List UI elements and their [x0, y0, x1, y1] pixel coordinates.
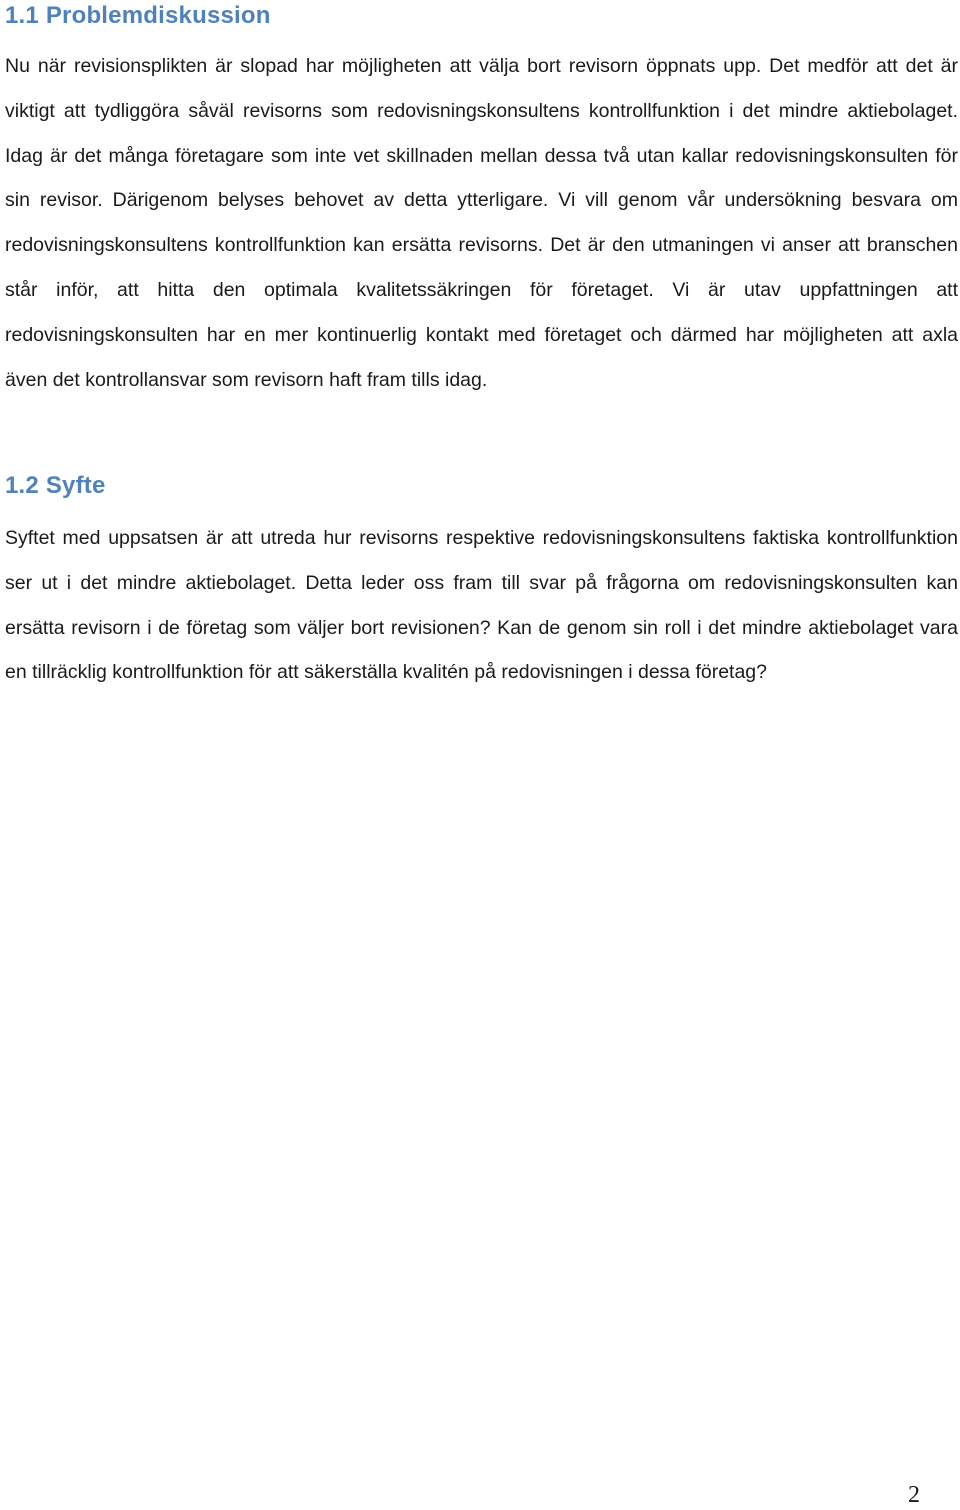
section-syfte: [5, 470, 958, 695]
section-paragraph: Syftet med uppsatsen är att utreda hur revisorns respektive redovisningskonsultens faktiska kontrollfunktion ser ut i det mindre aktiebolaget. Detta leder oss fram till svar på frågorna om redovisningskonsulten kan ersätta revisorn i de företag som väljer bort revisionen? Kan de genom sin roll i det mindre aktiebolaget vara en tillräcklig kontrollfunktion för att säkerställa kvalitén på redovisningen i dessa företag?: [5, 527, 958, 684]
section-heading: 1.2 Syfte: [5, 472, 106, 499]
section-heading: 1.1 Problemdiskussion: [5, 2, 271, 29]
section-paragraph: Nu när revisionsplikten är slopad har möjligheten att välja bort revisorn öppnats upp. Det medför att det är viktigt att tydliggöra såväl revisorns som redovisningskonsultens kontrollfunktion i det mindre aktiebolaget. Idag är det många företagare som inte vet skillnaden mellan dessa två utan kallar redovisningskonsulten för sin revisor. Därigenom belyses behovet av detta ytterligare. Vi vill genom vår undersökning besvara om redovisningskonsultens kontrollfunktion kan ersätta revisorns. Det är den utmaningen vi anser att branschen står inför, att hitta den optimala kvalitetssäkringen för företaget. Vi är utav uppfattningen att redovisningskonsulten har en mer kontinuerlig kontakt med företaget och därmed har möjligheten att axla även det kontrollansvar som revisorn haft fram tills idag.: [5, 55, 958, 391]
section-problemdiskussion: [5, 0, 958, 402]
page-number: 2: [908, 1482, 920, 1508]
